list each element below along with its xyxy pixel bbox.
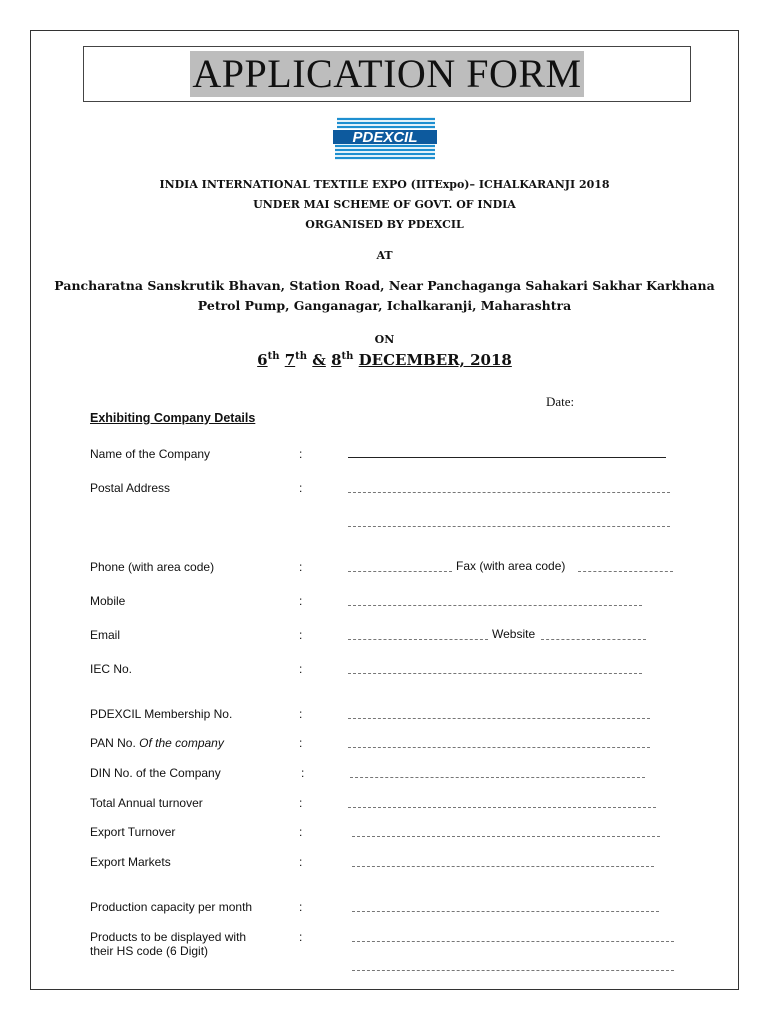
- pan-label: [90, 736, 224, 750]
- pan-field[interactable]: [348, 747, 650, 748]
- email-label: Email: [90, 628, 121, 642]
- production-label: Production capacity per month: [90, 900, 253, 914]
- section-title: Exhibiting Company Details: [90, 411, 256, 425]
- turnover-field[interactable]: [348, 807, 656, 808]
- colon: :: [299, 628, 303, 642]
- products-label-line-1: Products to be displayed with: [90, 930, 247, 944]
- at-label: AT: [376, 249, 393, 262]
- products-label: [90, 930, 246, 958]
- date-day-2: 7: [284, 351, 296, 369]
- products-label-line-2: their HS code (6 Digit): [90, 944, 209, 958]
- date-suffix-1: th: [267, 351, 280, 362]
- membership-label: PDEXCIL Membership No.: [90, 707, 233, 721]
- website-field[interactable]: [541, 639, 646, 640]
- date-day-1: 6: [257, 351, 268, 369]
- company-name-label: Name of the Company: [90, 447, 211, 461]
- postal-address-field-2[interactable]: [348, 526, 670, 527]
- colon: :: [299, 855, 303, 869]
- postal-address-field-1[interactable]: [348, 492, 670, 493]
- fax-field[interactable]: [578, 571, 673, 572]
- export-markets-label: Export Markets: [90, 855, 171, 869]
- title-box: [83, 46, 691, 102]
- colon: :: [299, 560, 303, 574]
- logo-text: PDEXCIL: [352, 129, 418, 146]
- mobile-label: Mobile: [90, 594, 126, 608]
- colon: :: [299, 481, 303, 495]
- colon: :: [299, 930, 303, 944]
- colon: :: [301, 766, 305, 780]
- colon: :: [299, 662, 303, 676]
- membership-field[interactable]: [348, 718, 650, 719]
- form-title: APPLICATION FORM: [192, 51, 582, 96]
- phone-field[interactable]: [348, 571, 452, 572]
- pdexcil-logo: [331, 116, 439, 160]
- date-suffix-2: th: [295, 351, 308, 362]
- colon: :: [299, 825, 303, 839]
- date-month-year: DECEMBER, 2018: [358, 351, 512, 369]
- pan-label-text: PAN No.: [90, 736, 136, 750]
- colon: :: [299, 796, 303, 810]
- products-field-2[interactable]: [352, 970, 674, 971]
- fax-label: Fax (with area code): [453, 559, 568, 573]
- din-label: DIN No. of the Company: [90, 766, 221, 780]
- scheme-line: UNDER MAI SCHEME OF GOVT. OF INDIA: [253, 198, 516, 211]
- date-label: Date:: [546, 394, 575, 409]
- colon: :: [299, 736, 303, 750]
- expo-name: INDIA INTERNATIONAL TEXTILE EXPO (IITExpo)– ICHALKARANJI 2018: [159, 178, 610, 191]
- venue-line-1: Pancharatna Sanskrutik Bhavan, Station Road, Near Panchaganga Sahakari Sakhar Karkhana: [54, 278, 715, 293]
- company-name-field[interactable]: [348, 457, 666, 458]
- date-ampersand: &: [312, 351, 326, 369]
- phone-label: Phone (with area code): [90, 560, 215, 574]
- postal-address-label: Postal Address: [90, 481, 171, 495]
- colon: :: [299, 707, 303, 721]
- export-turnover-label: Export Turnover: [90, 825, 176, 839]
- products-field-1[interactable]: [352, 941, 674, 942]
- colon: :: [299, 900, 303, 914]
- date-suffix-3: th: [341, 351, 354, 362]
- mobile-field[interactable]: [348, 605, 642, 606]
- colon: :: [299, 594, 303, 608]
- pan-label-suffix: Of the company: [139, 736, 224, 750]
- on-label: ON: [374, 333, 395, 346]
- iec-field[interactable]: [348, 673, 642, 674]
- venue-line-2: Petrol Pump, Ganganagar, Ichalkaranji, Maharashtra: [197, 298, 572, 313]
- organiser-line: ORGANISED BY PDEXCIL: [305, 218, 464, 231]
- turnover-label: Total Annual turnover: [90, 796, 203, 810]
- iec-label: IEC No.: [90, 662, 133, 676]
- din-field[interactable]: [350, 777, 645, 778]
- email-field[interactable]: [348, 639, 488, 640]
- event-dates: [30, 351, 739, 369]
- colon: :: [299, 447, 303, 461]
- date-day-3: 8: [331, 351, 342, 369]
- export-markets-field[interactable]: [352, 866, 654, 867]
- production-field[interactable]: [352, 911, 659, 912]
- website-label: Website: [489, 627, 538, 641]
- export-turnover-field[interactable]: [352, 836, 660, 837]
- page-border: [30, 30, 739, 990]
